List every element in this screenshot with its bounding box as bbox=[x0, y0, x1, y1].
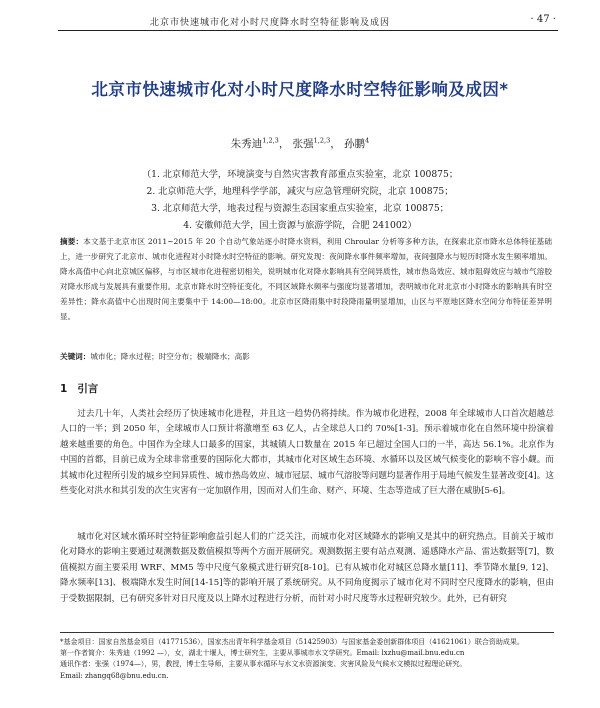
affiliation-line: 3. 北京师范大学，地表过程与资源生态国家重点实验室，北京 100875； bbox=[151, 203, 449, 214]
author-affiliation-marker: 4 bbox=[365, 136, 370, 145]
keywords-label: 关键词： bbox=[60, 352, 91, 361]
body-paragraph: 过去几十年，人类社会经历了快速城市化进程，并且这一趋势仍将持续。作为城市化进程，2008 年全球城市人口首次超越总人口的一半；到 2050 年，全球城市人口预计将激增至 63 亿人，占全球总人口约 70%[1-3]。预示着城市化在自然环境中扮演着越来越重要的角色。中国作为全球人口最多的国家，其城镇人口数量在 2015 年已超过全国人口的一半，高达 56.1%。北京作为中国的首都，目前已成为全球非常重要的国际化大都市，其城市化对区域生态环境、水循环以及区域气候变化的影响不容小觑。而其城市化过程所引发的城乡空间异质性、城市热岛效应、城市冠层、城市气溶胶等问题均显著作用于局地气候发生显著改变[4]。这些变化对洪水和其引发的次生灾害有一定加剧作用，因而对人们生命、财产、环境、生态等造成了巨大潜在威胁[5-6]。 bbox=[60, 409, 554, 497]
affiliation-line: （1. 北京师范大学，环境演变与自然灾害教育部重点实验室，北京 100875； bbox=[141, 169, 459, 180]
author-list: 朱秀迪$^{1,2,3}$， 张强$^{1,2,3}$， 孙鹏$^4$ bbox=[230, 136, 370, 150]
footnotes bbox=[60, 632, 554, 682]
section-heading bbox=[60, 381, 98, 396]
author-name: 孙鹏 bbox=[344, 138, 366, 150]
abstract-label: 摘要： bbox=[60, 237, 84, 246]
funding-footnote: *基金项目：国家自然基金项目（41771536），国家杰出青年科学基金项目（51425903）与国家基金委创新群体项目（41621061）联合资助成果。 bbox=[60, 638, 524, 646]
section-number: 1 bbox=[60, 383, 68, 395]
running-head-title: 北京市快速城市化对小时尺度降水时空特征影响及成因 bbox=[150, 18, 391, 28]
article-title: 北京市快速城市化对小时尺度降水时空特征影响及成因* bbox=[91, 80, 509, 99]
author-name: 张强 bbox=[292, 138, 314, 150]
abstract bbox=[60, 234, 552, 324]
body-paragraph: 城市化对区域水循环时空特征影响愈益引起人们的广泛关注，而城市化对区域降水的影响又是其中的研究热点。目前关于城市化对降水的影响主要通过观测数据及数值模拟等两个方面开展研究。观测数据主要有站点观测、遥感降水产品、雷达数据等[7]，数值模拟方面主要采用 WRF、MM5 等中尺度气象模式进行研究[8-10]。已有从城市化对城区总降水量[11]、季节降水量[9, 12]、降水频率[13]、极端降水发生时间[14-15]等的影响开展了系统研究。从不同角度揭示了城市化对不同时空尺度降水的影响，但由于受数据限制，已有研究多针对日尺度及以上降水过程进行分析，而针对小时尺度等水过程研究较少。此外，已有研究 bbox=[60, 532, 554, 604]
section-title: 引言 bbox=[77, 383, 99, 395]
affiliation-line: 2. 北京师范大学，地理科学学部，减灾与应急管理研究院，北京 100875； bbox=[146, 186, 454, 197]
keywords bbox=[60, 351, 552, 362]
keywords-text: 城市化；降水过程；时空分布；极端降水；高影 bbox=[90, 352, 250, 361]
corresponding-author-email: Email: zhangq68@bnu.edu.cn. bbox=[60, 671, 169, 680]
author-name: 朱秀迪 bbox=[230, 138, 263, 150]
running-head bbox=[58, 14, 558, 31]
abstract-text: 本文基于北京市区 2011~2015 年 20 个自动气象站逐小时降水资料，利用 Chroular 分析等多种方法，在探索北京市降水总体特征基础上，进一步研究了北京市、城市化进程对小时降水时空特征的影响。研究发现：夜间降水事件频率增加，夜间强降水与短历时降水发生频率增加。降水高值中心向北京城区偏移，与市区城市化进程密切相关，说明城市化对降水影响具有空间异质性，城市热岛效应、城市阻碍效应与城市气溶胶对降水形成与发展具有重要作用。北京市降水时空特征变化，不同区域降水频率与强度均显著增加，表明城市化对北京市小时降水的影响具有时空差异性；降水高值中心出现时间主要集中于 14:00—18:00。北京市区降雨集中时段降雨量明显增加，山区与平原地区降水空间分布特征差异明显。 bbox=[60, 237, 552, 321]
author-affiliation-marker: 1,2,3 bbox=[313, 136, 331, 145]
corresponding-author-footnote: 通讯作者：张强（1974—），男，教授，博士生导师，主要从事水循环与水文水资源演变、灾害风险及气候水文模拟过程理论研究。 bbox=[60, 660, 467, 669]
affiliation-line: 4. 安徽师范大学，国土资源与旅游学院，合肥 241002） bbox=[183, 220, 417, 231]
page-number: · 47 · bbox=[530, 14, 556, 25]
author-affiliation-marker: 1,2,3 bbox=[262, 136, 279, 145]
first-author-footnote: 第一作者简介：朱秀迪（1992 —），女，湖北十堰人，博士研究生，主要从事城市水文学研究。Email: lxzhu@mail.bnu.edu.cn bbox=[60, 649, 465, 658]
